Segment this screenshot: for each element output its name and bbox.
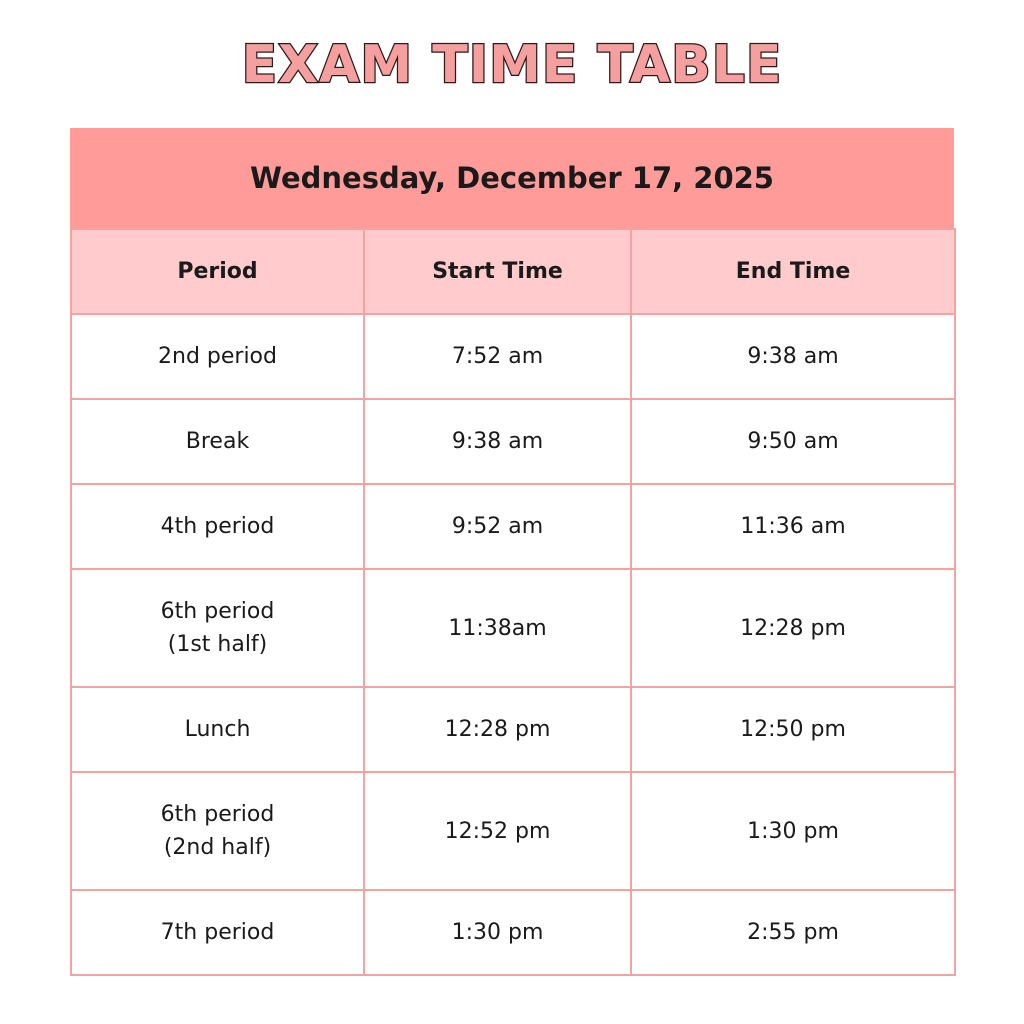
table-row bbox=[71, 772, 955, 890]
start-time-cell: 11:38am bbox=[364, 569, 631, 687]
date-banner: Wednesday, December 17, 2025 bbox=[70, 128, 954, 228]
period-sublabel: (2nd half) bbox=[163, 835, 272, 860]
period-label: 6th period bbox=[160, 802, 275, 827]
period-sublabel: (1st half) bbox=[167, 632, 268, 657]
header-row bbox=[71, 229, 955, 314]
period-label: 4th period bbox=[160, 514, 275, 539]
end-time-cell: 2:55 pm bbox=[631, 890, 955, 975]
start-time-cell: 9:52 am bbox=[364, 484, 631, 569]
end-time-cell: 9:38 am bbox=[631, 314, 955, 399]
period-label: 7th period bbox=[160, 920, 275, 945]
period-cell bbox=[71, 569, 364, 687]
period-label: Break bbox=[185, 429, 250, 454]
end-time-cell: 9:50 am bbox=[631, 399, 955, 484]
page-title: EXAM TIME TABLE bbox=[241, 35, 783, 95]
table-row bbox=[71, 484, 955, 569]
schedule-table bbox=[70, 228, 956, 976]
start-time-cell: 12:52 pm bbox=[364, 772, 631, 890]
period-cell bbox=[71, 314, 364, 399]
table-row bbox=[71, 399, 955, 484]
table-row bbox=[71, 890, 955, 975]
start-time-cell: 1:30 pm bbox=[364, 890, 631, 975]
table-row bbox=[71, 569, 955, 687]
end-time-cell: 12:50 pm bbox=[631, 687, 955, 772]
period-cell bbox=[71, 772, 364, 890]
end-time-cell: 1:30 pm bbox=[631, 772, 955, 890]
table-row bbox=[71, 687, 955, 772]
period-label: 2nd period bbox=[158, 344, 277, 369]
period-cell bbox=[71, 890, 364, 975]
table-row bbox=[71, 314, 955, 399]
timetable bbox=[70, 128, 954, 976]
period-label: 6th period bbox=[160, 599, 275, 624]
period-cell bbox=[71, 687, 364, 772]
column-header-period: Period bbox=[71, 229, 364, 314]
end-time-cell: 11:36 am bbox=[631, 484, 955, 569]
start-time-cell: 12:28 pm bbox=[364, 687, 631, 772]
start-time-cell: 9:38 am bbox=[364, 399, 631, 484]
start-time-cell: 7:52 am bbox=[364, 314, 631, 399]
period-label: Lunch bbox=[184, 717, 251, 742]
column-header-start-time: Start Time bbox=[364, 229, 631, 314]
column-header-end-time: End Time bbox=[631, 229, 955, 314]
period-cell bbox=[71, 399, 364, 484]
end-time-cell: 12:28 pm bbox=[631, 569, 955, 687]
period-cell bbox=[71, 484, 364, 569]
